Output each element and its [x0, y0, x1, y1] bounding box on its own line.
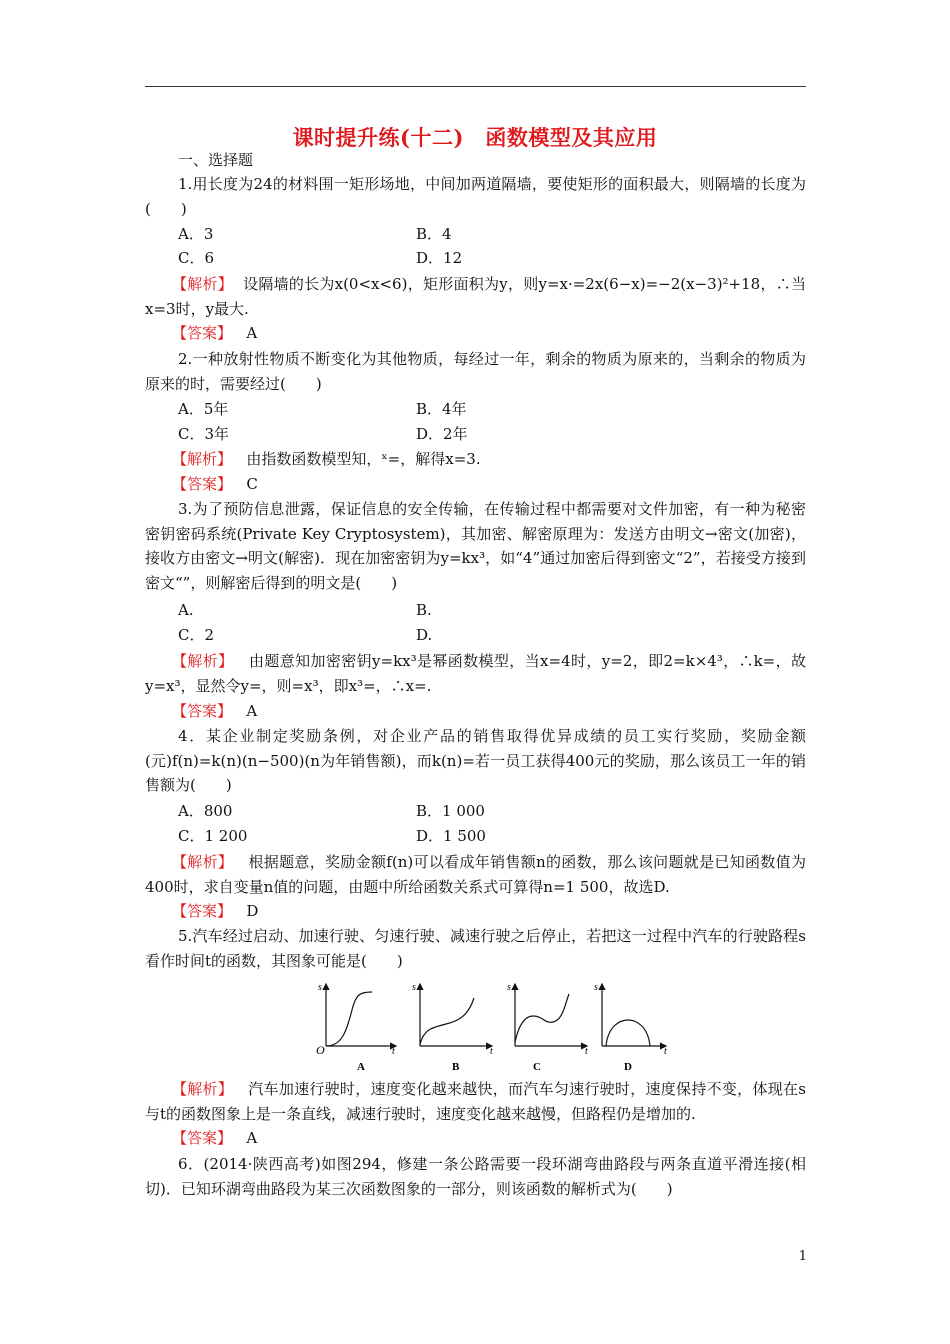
q4-option-d: D．1 500	[416, 827, 486, 845]
q5-analysis	[145, 1077, 806, 1126]
graph-d	[594, 982, 667, 1073]
answer-text: D	[246, 902, 259, 920]
q3-option-c: C．2	[178, 626, 215, 644]
graph-label-a: A	[357, 1061, 365, 1073]
analysis-text: 设隔墙的长为x(0<x<6)，矩形面积为y，则y=x·=2x(6−x)=−2(x−3)²+18，∴当x=3时，y最大.	[145, 275, 806, 318]
analysis-text: 由指数函数模型知，ˣ=，解得x=3.	[246, 450, 481, 468]
q1-option-b: B．4	[416, 225, 452, 243]
q1-option-c: C．6	[178, 249, 215, 267]
axis-s-label: s	[594, 982, 598, 993]
curve-c	[515, 994, 569, 1042]
q3-answer	[172, 700, 257, 722]
page-number: 1	[798, 1249, 807, 1264]
origin-label: O	[316, 1043, 325, 1057]
graph-label-c: C	[533, 1061, 541, 1073]
q2-answer	[172, 473, 258, 495]
question-5-stem: 5.汽车经过启动、加速行驶、匀速行驶、减速行驶之后停止，若把这一过程中汽车的行驶路程s看作时间t的函数，其图象可能是( )	[145, 927, 806, 970]
q4-analysis	[145, 850, 806, 899]
question-4-stem: 4．某企业制定奖励条例，对企业产品的销售取得优异成绩的员工实行奖励，奖励金额(元)f(n)=k(n)(n−500)(n为年销售额)，而k(n)=若一员工获得400元的奖励，那么该员工一年的销售额为( )	[145, 727, 806, 794]
curve-a	[326, 992, 372, 1046]
analysis-tag: 【解析】	[172, 450, 233, 468]
q4-option-a: A．800	[178, 802, 233, 820]
q4-option-b: B．1 000	[416, 802, 485, 820]
answer-tag: 【答案】	[172, 475, 233, 493]
q2-option-b: B．4年	[416, 400, 467, 418]
analysis-text: 由题意知加密密钥y=kx³是幂函数模型，当x=4时，y=2，即2=k×4³，∴k=，故y=x³，显然令y=，则=x³，即x³=，∴x=.	[145, 652, 806, 695]
q3-option-b: B.	[416, 601, 432, 619]
analysis-tag: 【解析】	[172, 1080, 234, 1098]
analysis-tag: 【解析】	[172, 853, 234, 871]
graph-label-b: B	[452, 1061, 460, 1073]
axis-s-label: s	[412, 982, 416, 993]
axis-t-label: t	[490, 1046, 493, 1057]
graph-c	[507, 982, 588, 1073]
graph-label-d: D	[624, 1061, 632, 1073]
q2-option-a: A．5年	[178, 400, 229, 418]
page-title: 课时提升练(十二) 函数模型及其应用	[292, 125, 658, 150]
q3-option-a: A.	[178, 601, 194, 619]
q1-analysis	[145, 272, 806, 321]
axis-s-label: s	[507, 982, 511, 993]
question-1-stem: 1.用长度为24的材料围一矩形场地，中间加两道隔墙，要使矩形的面积最大，则隔墙的长度为( )	[145, 175, 806, 218]
answer-text: A	[246, 1129, 258, 1147]
analysis-tag: 【解析】	[172, 652, 234, 670]
graph-b	[412, 982, 493, 1073]
header-rule	[145, 86, 806, 87]
question-3-stem: 3.为了预防信息泄露，保证信息的安全传输，在传输过程中都需要对文件加密，有一种为秘密密钥密码系统(Private Key Cryptosystem)，其加密、解密原理为：发送方由明文→密文(加密)，接收方由密文→明文(解密)．现在加密密钥为y=kx³，如“4”通过加密后得到密文“2”，若接受方接到密文“”，则解密后得到的明文是( )	[145, 500, 806, 592]
answer-tag: 【答案】	[172, 324, 233, 342]
q5-answer	[172, 1127, 257, 1149]
question-6-stem: 6．(2014·陕西高考)如图294，修建一条公路需要一段环湖弯曲路段与两条直道平滑连接(相切)．已知环湖弯曲路段为某三次函数图象的一部分，则该函数的解析式为( )	[145, 1155, 806, 1198]
answer-tag: 【答案】	[172, 1129, 233, 1147]
graph-a	[316, 982, 396, 1073]
q1-option-a: A．3	[178, 225, 214, 243]
analysis-text: 根据题意，奖励金额f(n)可以看成年销售额n的函数，那么该问题就是已知函数值为400时，求自变量n值的问题，由题中所给函数关系式可算得n=1 500，故选D.	[145, 853, 806, 896]
answer-tag: 【答案】	[172, 902, 233, 920]
answer-tag: 【答案】	[172, 702, 233, 720]
q2-option-d: D．2年	[416, 425, 468, 443]
analysis-text: 汽车加速行驶时，速度变化越来越快，而汽车匀速行驶时，速度保持不变，体现在s与t的函数图象上是一条直线，减速行驶时，速度变化越来越慢，但路程仍是增加的.	[145, 1080, 806, 1123]
axis-t-label: t	[664, 1046, 667, 1057]
q1-option-d: D．12	[416, 249, 463, 267]
q2-option-c: C．3年	[178, 425, 230, 443]
q1-answer	[172, 322, 257, 344]
q2-analysis	[172, 448, 481, 470]
section-heading: 一、选择题	[178, 151, 254, 169]
q3-option-d: D.	[416, 626, 433, 644]
analysis-tag: 【解析】	[172, 275, 234, 293]
question-2-stem: 2.一种放射性物质不断变化为其他物质，每经过一年，剩余的物质为原来的，当剩余的物质为原来的时，需要经过( )	[145, 350, 806, 393]
axis-t-label: t	[585, 1046, 588, 1057]
answer-text: A	[246, 702, 258, 720]
q5-graph-options	[312, 972, 672, 1076]
axis-t-label: t	[392, 1046, 395, 1057]
axis-s-label: s	[318, 982, 322, 993]
q4-option-c: C．1 200	[178, 827, 248, 845]
q4-answer	[172, 900, 258, 922]
answer-text: A	[246, 324, 258, 342]
q3-analysis	[145, 649, 806, 698]
curve-b	[420, 998, 474, 1044]
curve-d	[606, 1020, 650, 1046]
answer-text: C	[246, 475, 258, 493]
